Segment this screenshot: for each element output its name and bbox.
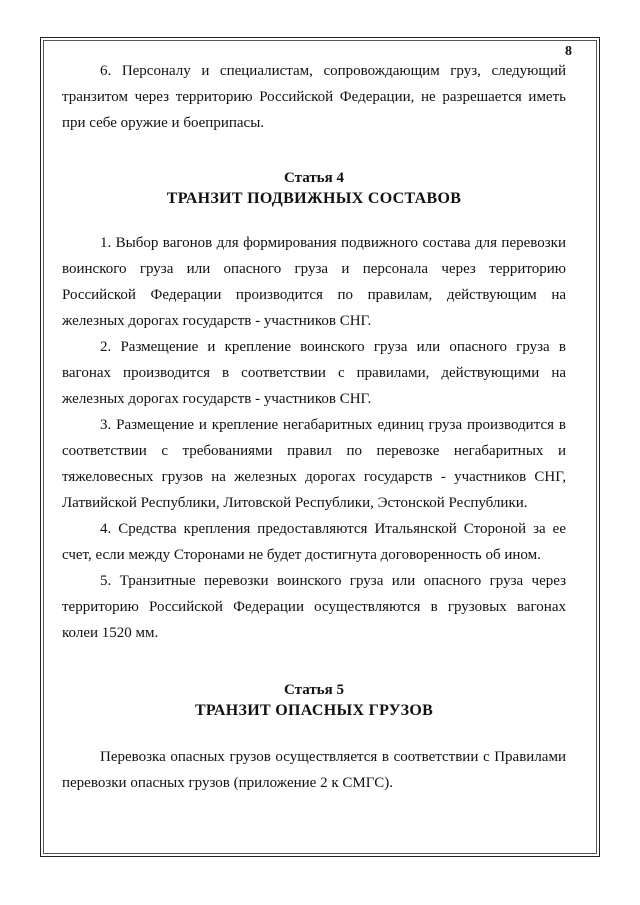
article-4-paragraph-1: 1. Выбор вагонов для формирования подвижного состава для перевозки воинского груза или опасного груза и персонала через территорию Российской Федерации производится по правилам, действующим на железных дорогах государств - участников СНГ. — [62, 235, 566, 329]
article-5-heading — [62, 680, 566, 722]
article-4-title: ТРАНЗИТ ПОДВИЖНЫХ СОСТАВОВ — [166, 190, 462, 207]
article-4-label: Статья 4 — [284, 170, 344, 186]
document-body — [62, 58, 566, 796]
page-number: 8 — [565, 44, 572, 59]
intro-paragraph: 6. Персоналу и специалистам, сопровождающим груз, следующий транзитом через территорию Российской Федерации, не разрешается иметь при себе оружие и боеприпасы. — [62, 63, 566, 131]
article-4-paragraph-3: 3. Размещение и крепление негабаритных единиц груза производится в соответствии с требованиями правил по перевозке негабаритных и тяжеловесных грузов на железных дорогах государств - участников СНГ, Латвийской Республики, Литовской Республики, Эстонской Республики. — [62, 417, 566, 511]
article-4-paragraph-2: 2. Размещение и крепление воинского груза или опасного груза в вагонах производится в соответствии с правилами, действующими на железных дорогах государств - участников СНГ. — [62, 339, 566, 407]
article-4-paragraph-4: 4. Средства крепления предоставляются Итальянской Стороной за ее счет, если между Сторонами не будет достигнута договоренность об ином. — [62, 521, 566, 563]
article-5-label: Статья 5 — [284, 682, 344, 698]
article-5-paragraph-1: Перевозка опасных грузов осуществляется в соответствии с Правилами перевозки опасных грузов (приложение 2 к СМГС). — [62, 749, 566, 791]
article-5-title: ТРАНЗИТ ОПАСНЫХ ГРУЗОВ — [194, 702, 434, 719]
article-4-heading — [62, 168, 566, 210]
article-4-paragraph-5: 5. Транзитные перевозки воинского груза или опасного груза через территорию Российской Федерации осуществляются в грузовых вагонах колеи 1520 мм. — [62, 573, 566, 641]
